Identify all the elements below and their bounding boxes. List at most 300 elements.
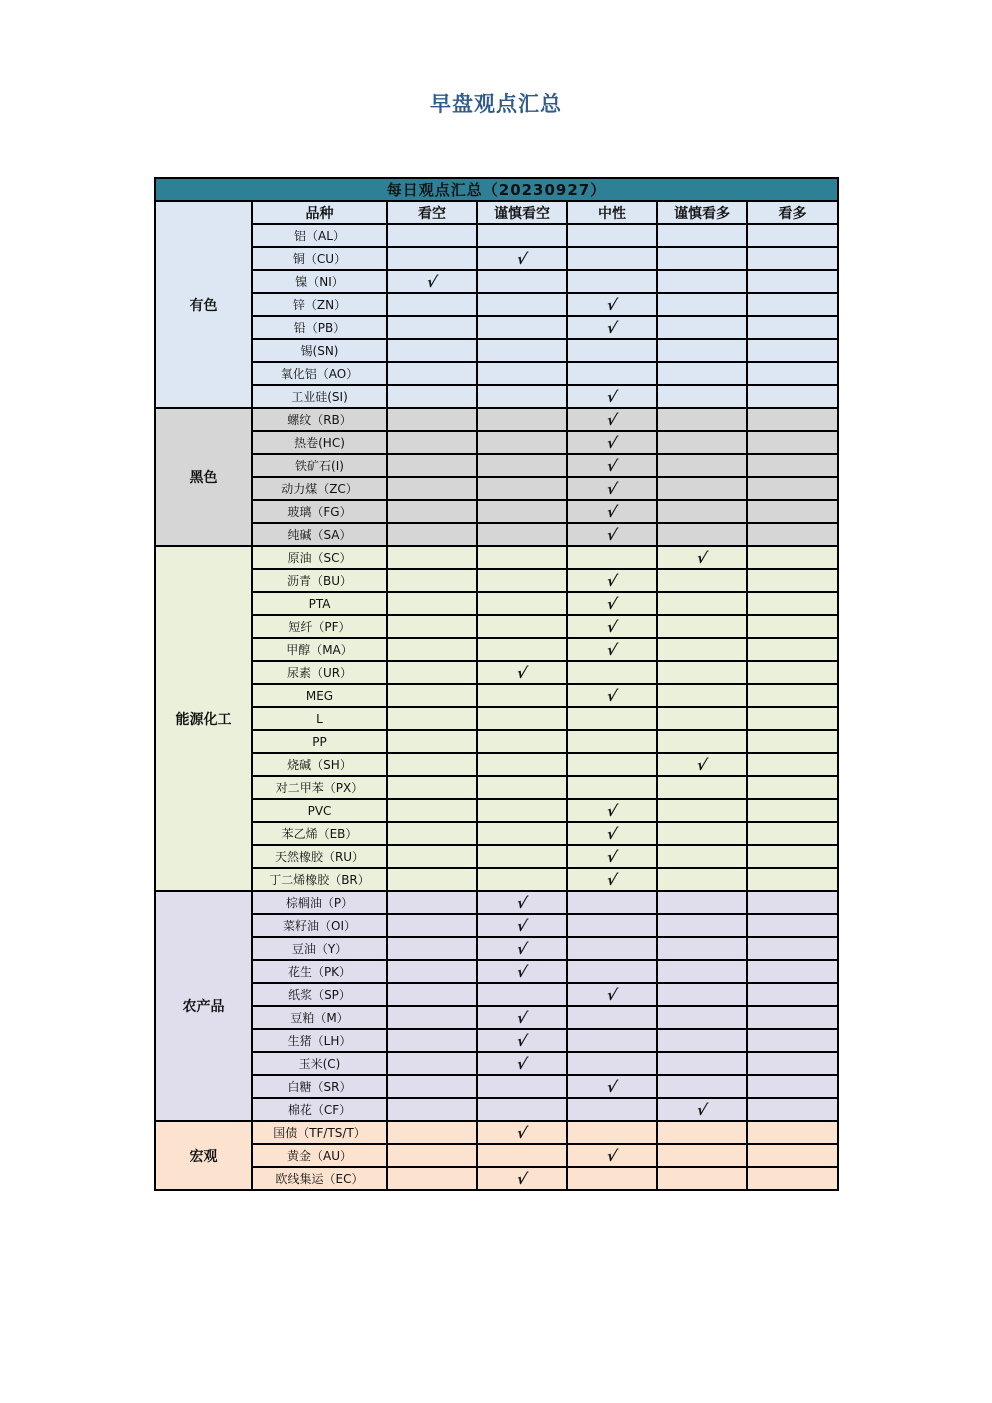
view-cell [477, 1098, 567, 1121]
view-cell [747, 960, 838, 983]
column-header: 看多 [747, 201, 838, 224]
check-mark-icon: √ [515, 663, 529, 682]
product-cell: 锌（ZN） [252, 293, 387, 316]
view-cell [747, 1052, 838, 1075]
product-cell: 豆粕（M） [252, 1006, 387, 1029]
product-cell: 甲醇（MA） [252, 638, 387, 661]
view-cell [477, 523, 567, 546]
check-mark-icon: √ [605, 686, 619, 705]
view-cell [387, 339, 477, 362]
view-cell [387, 960, 477, 983]
view-cell [567, 937, 657, 960]
table-row [155, 1144, 838, 1167]
table-row [155, 1121, 838, 1144]
column-header: 看空 [387, 201, 477, 224]
view-cell [567, 914, 657, 937]
view-cell [477, 1121, 567, 1144]
view-cell [567, 684, 657, 707]
group-label: 有色 [155, 201, 252, 408]
check-mark-icon: √ [515, 962, 529, 981]
product-cell: PP [252, 730, 387, 753]
view-cell [387, 684, 477, 707]
view-cell [387, 1006, 477, 1029]
table-row [155, 914, 838, 937]
view-cell [477, 247, 567, 270]
view-cell [657, 408, 747, 431]
view-cell [657, 1121, 747, 1144]
table-row [155, 1098, 838, 1121]
view-cell [657, 546, 747, 569]
table-row [155, 477, 838, 500]
view-cell [567, 569, 657, 592]
product-cell: 短纤（PF） [252, 615, 387, 638]
check-mark-icon: √ [605, 525, 619, 544]
view-cell [657, 1167, 747, 1190]
view-cell [567, 339, 657, 362]
table-banner-title: 每日观点汇总（20230927） [155, 178, 838, 201]
product-cell: 锡(SN) [252, 339, 387, 362]
product-cell: 工业硅(SI) [252, 385, 387, 408]
view-cell [747, 937, 838, 960]
view-cell [567, 1006, 657, 1029]
view-cell [387, 661, 477, 684]
view-cell [477, 500, 567, 523]
view-cell [567, 638, 657, 661]
product-cell: 生猪（LH） [252, 1029, 387, 1052]
view-cell [657, 1029, 747, 1052]
check-mark-icon: √ [605, 824, 619, 843]
table-row [155, 661, 838, 684]
view-cell [747, 408, 838, 431]
table-row [155, 224, 838, 247]
table-row [155, 1029, 838, 1052]
view-cell [747, 1029, 838, 1052]
group-label: 农产品 [155, 891, 252, 1121]
column-header: 品种 [252, 201, 387, 224]
view-cell [657, 615, 747, 638]
table-row [155, 569, 838, 592]
view-cell [387, 454, 477, 477]
view-cell [747, 983, 838, 1006]
view-cell [567, 1121, 657, 1144]
product-cell: 铜（CU） [252, 247, 387, 270]
view-cell [657, 822, 747, 845]
view-cell [747, 339, 838, 362]
view-cell [477, 776, 567, 799]
view-cell [387, 546, 477, 569]
column-header-row [155, 201, 838, 224]
view-cell [657, 684, 747, 707]
product-cell: 螺纹（RB） [252, 408, 387, 431]
view-cell [747, 684, 838, 707]
view-cell [747, 868, 838, 891]
check-mark-icon: √ [515, 1008, 529, 1027]
product-cell: 丁二烯橡胶（BR） [252, 868, 387, 891]
view-cell [567, 753, 657, 776]
view-cell [657, 592, 747, 615]
view-cell [747, 546, 838, 569]
view-cell [657, 569, 747, 592]
table-row [155, 937, 838, 960]
view-cell [747, 454, 838, 477]
view-cell [747, 799, 838, 822]
view-cell [477, 1144, 567, 1167]
product-cell: 国债（TF/TS/T） [252, 1121, 387, 1144]
view-cell [567, 293, 657, 316]
table-row [155, 845, 838, 868]
view-cell [477, 799, 567, 822]
view-cell [477, 661, 567, 684]
table-row [155, 592, 838, 615]
view-cell [747, 477, 838, 500]
check-mark-icon: √ [515, 1123, 529, 1142]
view-cell [567, 776, 657, 799]
view-cell [387, 1167, 477, 1190]
view-cell [567, 1167, 657, 1190]
view-cell [477, 684, 567, 707]
check-mark-icon: √ [605, 594, 619, 613]
view-cell [477, 753, 567, 776]
table-row [155, 270, 838, 293]
product-cell: 烧碱（SH） [252, 753, 387, 776]
group-label: 能源化工 [155, 546, 252, 891]
table-row [155, 868, 838, 891]
product-cell: 苯乙烯（EB） [252, 822, 387, 845]
view-cell [477, 454, 567, 477]
table-row [155, 362, 838, 385]
table-row [155, 822, 838, 845]
view-cell [567, 408, 657, 431]
view-cell [657, 454, 747, 477]
view-cell [657, 385, 747, 408]
view-cell [477, 730, 567, 753]
table-row [155, 799, 838, 822]
view-cell [747, 385, 838, 408]
view-cell [477, 362, 567, 385]
product-cell: 玻璃（FG） [252, 500, 387, 523]
view-cell [387, 500, 477, 523]
view-cell [567, 270, 657, 293]
view-cell [387, 753, 477, 776]
view-cell [567, 316, 657, 339]
check-mark-icon: √ [605, 985, 619, 1004]
view-cell [477, 270, 567, 293]
view-cell [567, 500, 657, 523]
check-mark-icon: √ [605, 456, 619, 475]
check-mark-icon: √ [695, 548, 709, 567]
view-cell [657, 293, 747, 316]
view-cell [387, 1098, 477, 1121]
view-cell [747, 247, 838, 270]
check-mark-icon: √ [605, 571, 619, 590]
view-cell [567, 477, 657, 500]
view-cell [477, 1075, 567, 1098]
view-cell [477, 983, 567, 1006]
table-row [155, 638, 838, 661]
check-mark-icon: √ [695, 1100, 709, 1119]
view-cell [567, 1029, 657, 1052]
table-row [155, 730, 838, 753]
product-cell: 纯碱（SA） [252, 523, 387, 546]
view-cell [387, 914, 477, 937]
view-cell [477, 615, 567, 638]
view-cell [747, 661, 838, 684]
view-cell [567, 454, 657, 477]
view-cell [387, 730, 477, 753]
view-cell [567, 1098, 657, 1121]
product-cell: 菜籽油（OI） [252, 914, 387, 937]
view-cell [477, 293, 567, 316]
check-mark-icon: √ [515, 249, 529, 268]
product-cell: L [252, 707, 387, 730]
view-cell [657, 316, 747, 339]
view-cell [747, 707, 838, 730]
check-mark-icon: √ [425, 272, 439, 291]
group-label: 宏观 [155, 1121, 252, 1190]
view-cell [747, 270, 838, 293]
view-cell [477, 845, 567, 868]
table-row [155, 684, 838, 707]
product-cell: 热卷(HC) [252, 431, 387, 454]
check-mark-icon: √ [605, 410, 619, 429]
product-cell: 铅（PB） [252, 316, 387, 339]
view-cell [477, 1029, 567, 1052]
daily-view-summary-table [154, 177, 839, 1191]
view-cell [567, 983, 657, 1006]
view-cell [477, 385, 567, 408]
view-cell [477, 960, 567, 983]
view-cell [387, 316, 477, 339]
check-mark-icon: √ [605, 479, 619, 498]
check-mark-icon: √ [605, 870, 619, 889]
view-cell [387, 477, 477, 500]
view-cell [567, 615, 657, 638]
table-row [155, 983, 838, 1006]
table-row [155, 339, 838, 362]
view-cell [477, 914, 567, 937]
product-cell: 对二甲苯（PX） [252, 776, 387, 799]
view-cell [387, 1029, 477, 1052]
check-mark-icon: √ [515, 893, 529, 912]
check-mark-icon: √ [605, 318, 619, 337]
view-cell [567, 730, 657, 753]
table-row [155, 523, 838, 546]
view-cell [387, 615, 477, 638]
view-cell [657, 1098, 747, 1121]
view-cell [477, 1006, 567, 1029]
view-cell [387, 592, 477, 615]
view-cell [387, 431, 477, 454]
view-cell [747, 500, 838, 523]
view-cell [657, 1075, 747, 1098]
table-row [155, 408, 838, 431]
view-cell [747, 753, 838, 776]
view-cell [477, 339, 567, 362]
check-mark-icon: √ [605, 1146, 619, 1165]
view-cell [477, 891, 567, 914]
view-cell [387, 891, 477, 914]
view-cell [387, 247, 477, 270]
view-cell [567, 960, 657, 983]
product-cell: 豆油（Y） [252, 937, 387, 960]
product-cell: 铝（AL） [252, 224, 387, 247]
check-mark-icon: √ [605, 847, 619, 866]
table-row [155, 1167, 838, 1190]
view-cell [657, 914, 747, 937]
table-row [155, 776, 838, 799]
table-row [155, 891, 838, 914]
table-row [155, 293, 838, 316]
view-cell [477, 937, 567, 960]
product-cell: 棉花（CF） [252, 1098, 387, 1121]
check-mark-icon: √ [515, 1054, 529, 1073]
view-cell [477, 316, 567, 339]
page-title: 早盘观点汇总 [430, 92, 562, 116]
view-cell [657, 638, 747, 661]
view-cell [477, 592, 567, 615]
view-cell [747, 914, 838, 937]
view-cell [387, 1052, 477, 1075]
view-cell [657, 477, 747, 500]
table-row [155, 247, 838, 270]
view-cell [387, 638, 477, 661]
view-cell [567, 661, 657, 684]
view-cell [747, 776, 838, 799]
view-cell [477, 431, 567, 454]
product-cell: 天然橡胶（RU） [252, 845, 387, 868]
view-cell [477, 224, 567, 247]
view-cell [477, 822, 567, 845]
view-cell [387, 822, 477, 845]
view-cell [657, 339, 747, 362]
product-cell: 欧线集运（EC） [252, 1167, 387, 1190]
view-cell [567, 385, 657, 408]
table-row [155, 1052, 838, 1075]
view-cell [567, 592, 657, 615]
view-cell [387, 224, 477, 247]
view-cell [657, 270, 747, 293]
view-cell [387, 1144, 477, 1167]
table-row [155, 316, 838, 339]
view-cell [747, 730, 838, 753]
product-cell: 氧化铝（AO） [252, 362, 387, 385]
table-row [155, 546, 838, 569]
view-cell [657, 431, 747, 454]
view-cell [657, 523, 747, 546]
view-cell [567, 822, 657, 845]
view-cell [747, 1075, 838, 1098]
table-row [155, 615, 838, 638]
view-cell [747, 1167, 838, 1190]
table-row [155, 431, 838, 454]
product-cell: 黄金（AU） [252, 1144, 387, 1167]
table-row [155, 454, 838, 477]
table-row [155, 385, 838, 408]
view-cell [387, 845, 477, 868]
view-cell [657, 1052, 747, 1075]
view-cell [387, 1075, 477, 1098]
view-cell [747, 316, 838, 339]
product-cell: 镍（NI） [252, 270, 387, 293]
view-cell [387, 362, 477, 385]
view-cell [387, 523, 477, 546]
view-cell [747, 523, 838, 546]
view-cell [387, 799, 477, 822]
view-cell [657, 753, 747, 776]
check-mark-icon: √ [695, 755, 709, 774]
view-cell [387, 1121, 477, 1144]
view-cell [477, 408, 567, 431]
view-cell [477, 546, 567, 569]
view-cell [747, 293, 838, 316]
table-banner-row [155, 178, 838, 201]
view-cell [387, 983, 477, 1006]
table-row [155, 1006, 838, 1029]
view-cell [477, 477, 567, 500]
check-mark-icon: √ [605, 433, 619, 452]
view-cell [657, 868, 747, 891]
view-cell [387, 868, 477, 891]
view-cell [747, 1098, 838, 1121]
check-mark-icon: √ [605, 617, 619, 636]
view-cell [567, 546, 657, 569]
view-cell [747, 1121, 838, 1144]
view-cell [657, 891, 747, 914]
view-cell [567, 431, 657, 454]
view-cell [477, 1052, 567, 1075]
view-cell [567, 845, 657, 868]
view-cell [657, 937, 747, 960]
view-cell [657, 707, 747, 730]
view-cell [477, 868, 567, 891]
view-cell [747, 845, 838, 868]
view-cell [387, 385, 477, 408]
view-cell [657, 661, 747, 684]
check-mark-icon: √ [605, 295, 619, 314]
view-cell [657, 224, 747, 247]
view-cell [747, 569, 838, 592]
product-cell: 纸浆（SP） [252, 983, 387, 1006]
view-cell [747, 592, 838, 615]
product-cell: 花生（PK） [252, 960, 387, 983]
view-cell [387, 776, 477, 799]
view-cell [747, 1006, 838, 1029]
table-row [155, 753, 838, 776]
view-cell [747, 822, 838, 845]
view-cell [567, 891, 657, 914]
product-cell: 棕榈油（P） [252, 891, 387, 914]
column-header: 谨慎看多 [657, 201, 747, 224]
view-cell [747, 891, 838, 914]
view-cell [387, 270, 477, 293]
view-cell [657, 799, 747, 822]
check-mark-icon: √ [605, 1077, 619, 1096]
view-cell [387, 707, 477, 730]
product-cell: 铁矿石(I) [252, 454, 387, 477]
check-mark-icon: √ [605, 387, 619, 406]
view-cell [387, 293, 477, 316]
view-cell [747, 638, 838, 661]
view-cell [747, 224, 838, 247]
view-cell [567, 224, 657, 247]
product-cell: 玉米(C) [252, 1052, 387, 1075]
view-cell [477, 638, 567, 661]
view-cell [567, 523, 657, 546]
table-row [155, 707, 838, 730]
view-cell [747, 615, 838, 638]
view-cell [477, 707, 567, 730]
check-mark-icon: √ [605, 502, 619, 521]
